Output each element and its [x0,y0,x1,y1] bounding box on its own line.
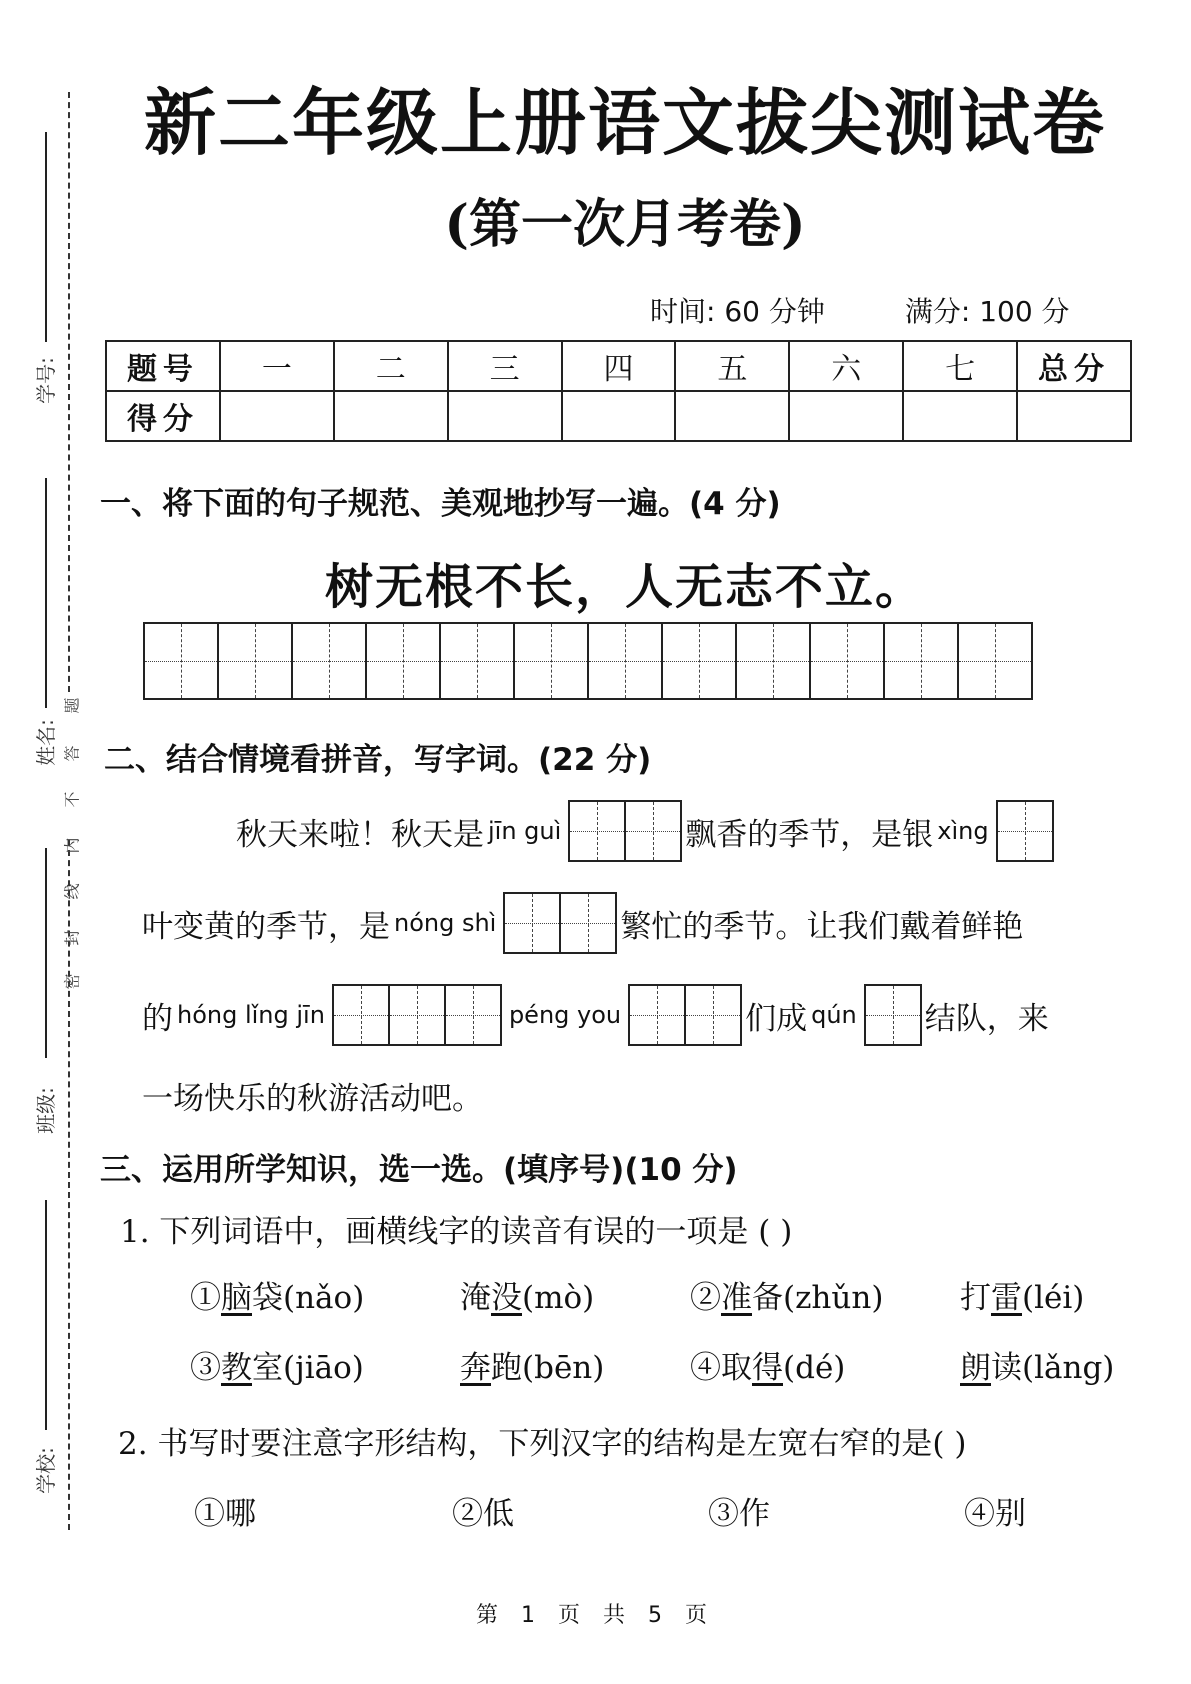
writing-cell[interactable] [663,624,737,698]
writing-cell[interactable] [293,624,367,698]
writing-cell[interactable] [446,986,502,1044]
writing-cell[interactable] [441,624,515,698]
score-table-header-row [106,341,1131,391]
name-underline[interactable] [45,848,47,1058]
writing-cell[interactable] [367,624,441,698]
passage-text: 的 [142,1000,173,1037]
underlined-char: 脑 [221,1280,252,1316]
underlined-char: 雷 [991,1280,1022,1316]
school-label: 学校: [33,1446,58,1494]
q1-option-2b: 打雷(léi) [960,1280,1085,1316]
answer-grid-honglingjin[interactable] [332,984,502,1046]
underlined-char: 得 [752,1350,783,1386]
answer-grid-xing[interactable] [996,800,1054,862]
exam-title: 新二年级上册语文拔尖测试卷 [143,80,1106,165]
q1-option-2[interactable]: ②准备(zhǔn) [690,1280,884,1316]
score-cell[interactable] [562,391,676,441]
row-label-question-no: 题号 [106,341,220,391]
student-id-underline[interactable] [45,132,47,342]
section2-heading: 二、结合情境看拼音，写字词。(22 分) [104,742,652,778]
q1-option-3b: 奔跑(bēn) [460,1350,605,1386]
underlined-char: 没 [491,1280,522,1316]
passage-line-4 [142,1070,483,1120]
q2-option-1[interactable]: ①哪 [194,1496,256,1532]
pinyin-prompt: xìng [937,817,989,845]
score-table [105,340,1132,442]
q1-option-3[interactable]: ③教室(jiāo) [190,1350,364,1386]
writing-cell[interactable] [959,624,1033,698]
writing-cell[interactable] [589,624,663,698]
score-cell[interactable] [903,391,1017,441]
passage-text: 叶变黄的季节，是 [142,908,390,945]
q2-option-4[interactable]: ④别 [964,1496,1026,1532]
section1-motto: 树无根不长，人无志不立。 [324,559,925,615]
writing-cell[interactable] [390,986,446,1044]
writing-cell[interactable] [334,986,390,1044]
exam-meta [650,290,1070,330]
score-cell[interactable] [675,391,789,441]
col-header: 二 [334,341,448,391]
writing-cell[interactable] [145,624,219,698]
writing-cell[interactable] [866,986,922,1044]
score-cell[interactable] [789,391,903,441]
answer-grid-pengyou[interactable] [628,984,742,1046]
q2-option-3[interactable]: ③作 [708,1496,770,1532]
section1-heading: 一、将下面的句子规范、美观地抄写一遍。(4 分) [100,486,781,522]
question-1-stem: 1. 下列词语中，画横线字的读音有误的一项是 ( ) [120,1214,793,1250]
writing-cell[interactable] [219,624,293,698]
writing-cell[interactable] [626,802,682,860]
col-header: 七 [903,341,1017,391]
col-header: 五 [675,341,789,391]
underlined-char: 准 [721,1280,752,1316]
exam-subtitle: (第一次月考卷) [444,194,806,255]
writing-cell[interactable] [515,624,589,698]
col-header: 六 [789,341,903,391]
score-cell[interactable] [220,391,334,441]
seal-warning-char: 线 [62,882,82,900]
q1-option-4b: 朗读(lǎng) [960,1350,1115,1386]
col-header-total: 总分 [1017,341,1131,391]
pinyin-prompt: nóng shì [394,909,497,937]
full-score: 满分: 100 分 [904,295,1070,328]
col-header: 一 [220,341,334,391]
underlined-char: 朗 [960,1350,991,1386]
passage-text: 飘香的季节，是银 [685,816,934,853]
col-header: 四 [562,341,676,391]
writing-cell[interactable] [505,894,561,952]
writing-cell[interactable] [686,986,742,1044]
passage-text: 繁忙的季节。让我们戴着鲜艳 [620,908,1024,945]
col-header: 三 [448,341,562,391]
writing-cell[interactable] [561,894,617,952]
underlined-char: 教 [221,1350,252,1386]
pinyin-prompt: jīn guì [488,817,562,845]
q1-option-1[interactable]: ①脑袋(nǎo) [190,1280,365,1316]
name-label: 姓名: [33,718,58,766]
passage-line-3 [142,984,1049,1046]
score-cell[interactable] [334,391,448,441]
answer-grid-qun[interactable] [864,984,922,1046]
writing-cell[interactable] [885,624,959,698]
copy-writing-grid[interactable] [143,622,1033,700]
pinyin-prompt: qún [811,1001,857,1029]
time-limit: 时间: 60 分钟 [650,295,825,328]
student-id-label: 学号: [33,356,58,404]
passage-line-1 [236,800,1057,862]
seal-dashed-line [68,92,70,692]
passage-text: 结队，来 [924,1000,1049,1037]
seal-warning-char: 题 [62,696,82,714]
seal-warning-char: 内 [62,836,82,854]
writing-cell[interactable] [811,624,885,698]
q2-option-2[interactable]: ②低 [452,1496,514,1532]
pinyin-prompt: péng you [508,1001,622,1029]
passage-text: 秋天来啦！秋天是 [236,816,484,853]
writing-cell[interactable] [630,986,686,1044]
writing-cell[interactable] [570,802,626,860]
row-label-score: 得分 [106,391,220,441]
writing-cell[interactable] [998,802,1054,860]
class-underline[interactable] [45,1200,47,1430]
section3-heading: 三、运用所学知识，选一选。(填序号)(10 分) [100,1152,738,1188]
class-label: 班级: [33,1086,58,1134]
answer-grid-nongshi[interactable] [503,892,617,954]
q1-option-4[interactable]: ④取得(dé) [690,1350,846,1386]
passage-text: 们成 [745,1000,808,1037]
seal-warning-char: 密 [62,972,82,990]
passage-line-2 [142,892,1023,954]
underlined-char: 奔 [460,1350,491,1386]
answer-grid-jingui[interactable] [568,800,682,862]
score-table-score-row [106,391,1131,441]
passage-text: 一场快乐的秋游活动吧。 [142,1080,483,1117]
writing-cell[interactable] [737,624,811,698]
student-id-underline-2 [45,478,47,708]
pinyin-prompt: hóng lǐng jīn [177,1001,325,1029]
score-cell-total[interactable] [1017,391,1131,441]
seal-warning-char: 不 [62,790,82,808]
question-2-stem: 2. 书写时要注意字形结构，下列汉字的结构是左宽右窄的是( ) [118,1426,967,1462]
seal-warning-char: 封 [62,928,82,946]
seal-warning-char: 答 [62,744,82,762]
score-cell[interactable] [448,391,562,441]
page-number: 第 1 页 共 5 页 [476,1603,715,1628]
q1-option-1b: 淹没(mò) [460,1280,595,1316]
